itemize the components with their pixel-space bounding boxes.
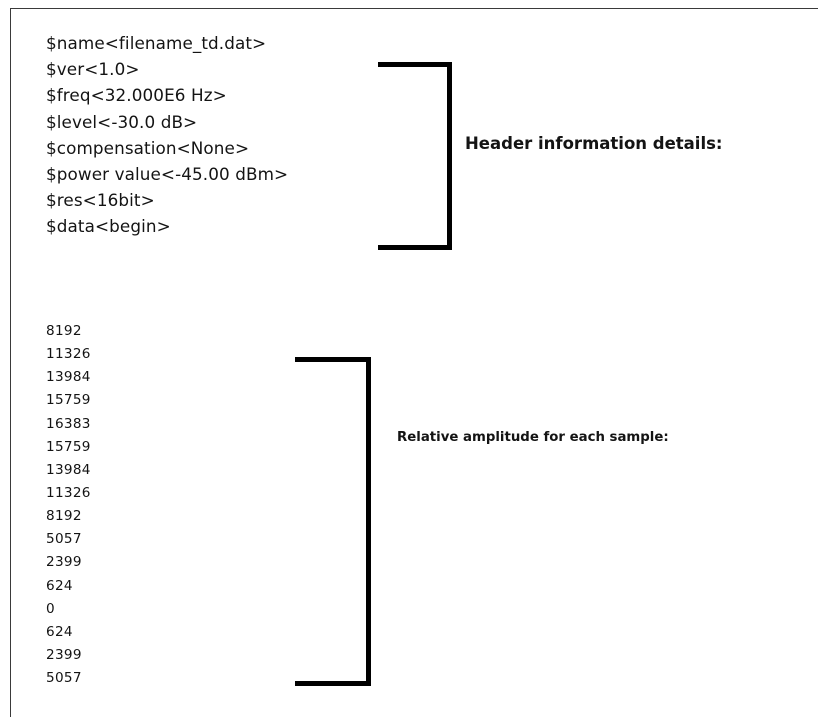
header-line-ver: $ver<1.0> (46, 59, 140, 80)
header-bracket (378, 62, 452, 250)
header-line-compensation: $compensation<None> (46, 137, 250, 158)
header-line-level: $level<-30.0 dB> (46, 111, 198, 132)
sample-list (46, 320, 91, 690)
sample-value: 15759 (46, 438, 91, 455)
sample-value: 5057 (46, 531, 82, 548)
header-line-res: $res<16bit> (46, 190, 155, 211)
samples-annotation: Relative amplitude for each sample: (397, 430, 669, 445)
header-line-power-value: $power value<-45.00 dBm> (46, 163, 289, 184)
sample-value: 2399 (46, 646, 82, 663)
sample-value: 11326 (46, 346, 91, 363)
sample-value: 11326 (46, 484, 91, 501)
sample-value: 13984 (46, 461, 91, 478)
sample-value: 0 (46, 600, 55, 617)
header-annotation: Header information details: (465, 134, 723, 153)
sample-value: 15759 (46, 392, 91, 409)
sample-value: 8192 (46, 508, 82, 525)
sample-value: 2399 (46, 554, 82, 571)
sample-value: 8192 (46, 323, 82, 339)
sample-value: 13984 (46, 369, 91, 386)
header-line-name: $name<filename_td.dat> (46, 33, 267, 53)
header-line-data: $data<begin> (46, 216, 171, 237)
sample-value: 624 (46, 623, 73, 640)
sample-value: 624 (46, 577, 73, 594)
sample-value: 16383 (46, 415, 91, 432)
header-block (46, 30, 288, 240)
sample-value: 5057 (46, 670, 82, 687)
samples-bracket (295, 357, 371, 686)
header-line-freq: $freq<32.000E6 Hz> (46, 85, 227, 106)
